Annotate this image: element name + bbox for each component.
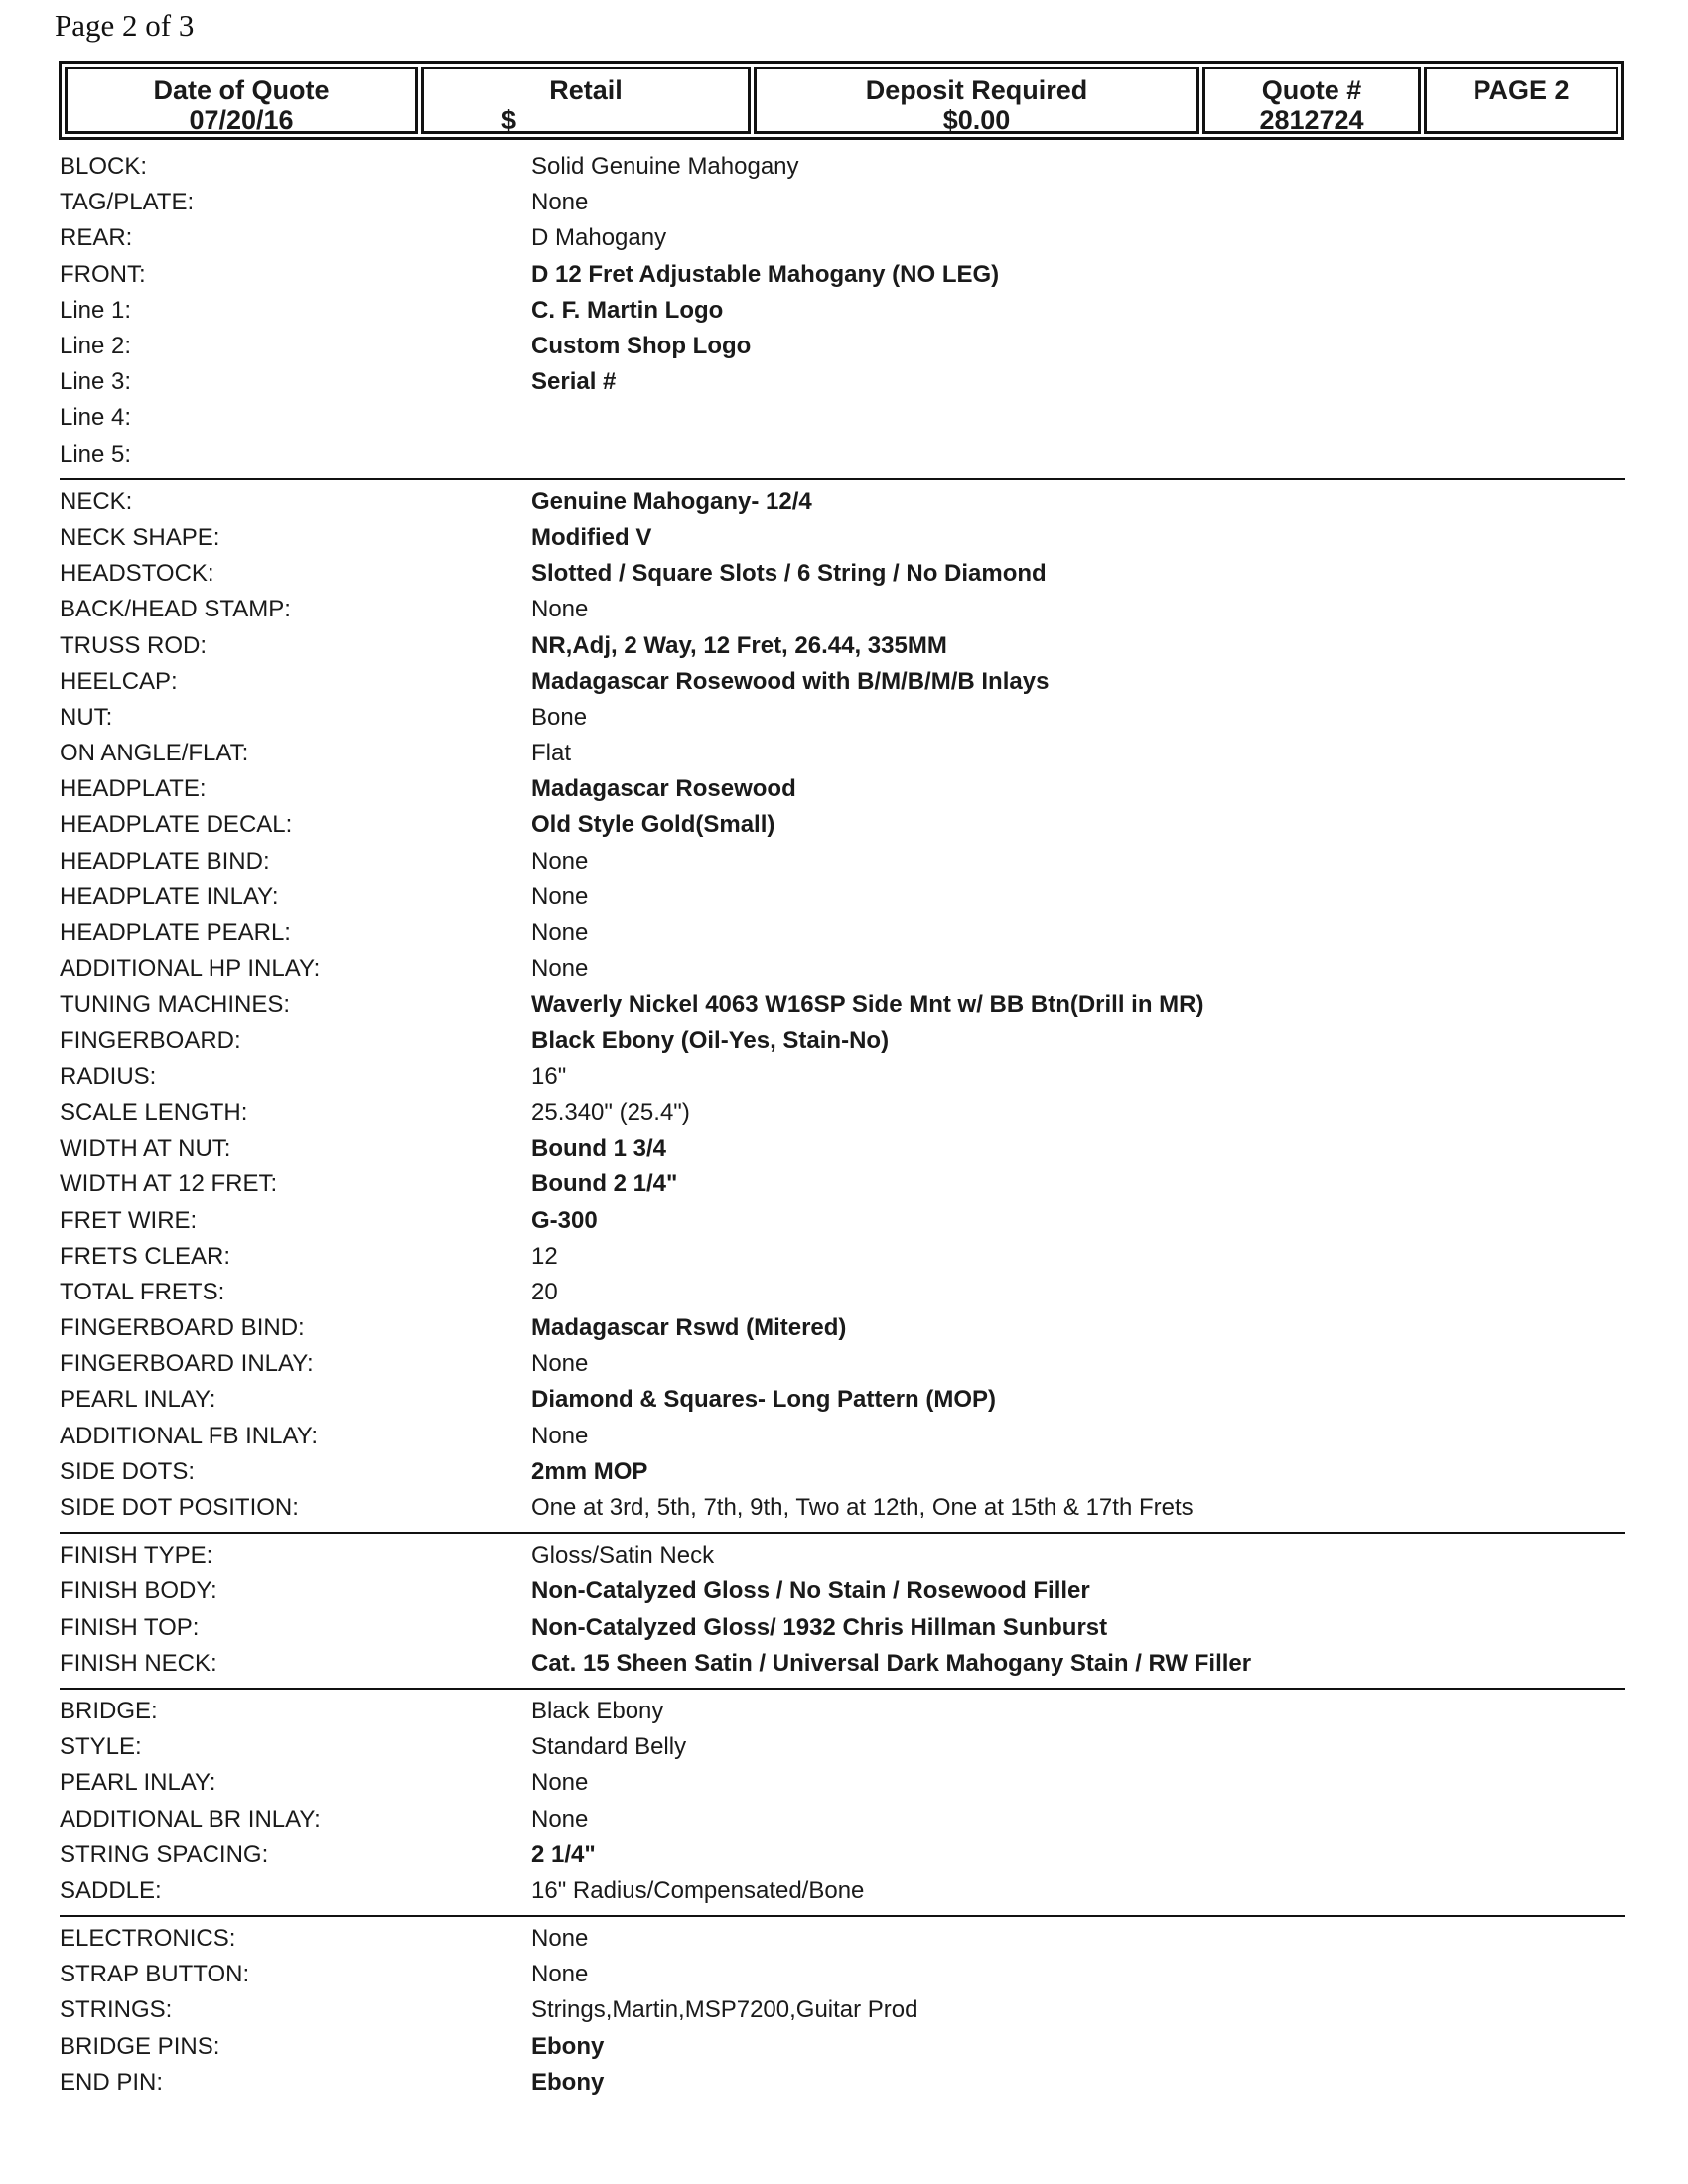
spec-row <box>60 951 1625 987</box>
spec-row <box>60 807 1625 843</box>
spec-value: D 12 Fret Adjustable Mahogany (NO LEG) <box>531 260 1000 288</box>
spec-value: Madagascar Rswd (Mitered) <box>531 1314 847 1342</box>
spec-value: C. F. Martin Logo <box>531 296 724 324</box>
spec-row <box>60 556 1625 592</box>
spec-value: None <box>531 596 589 623</box>
spec-row <box>60 1610 1625 1646</box>
spec-value: Modified V <box>531 523 652 551</box>
spec-row <box>60 1957 1625 1992</box>
spec-row <box>60 293 1625 329</box>
quote-header <box>59 61 1624 140</box>
spec-row <box>60 1310 1625 1346</box>
retail-cell <box>421 67 751 134</box>
spec-row <box>60 915 1625 951</box>
spec-row <box>60 1729 1625 1765</box>
spec-label: ADDITIONAL BR INLAY: <box>60 1805 321 1833</box>
spec-row <box>60 1573 1625 1609</box>
spec-row <box>60 1239 1625 1275</box>
spec-label: Line 1: <box>60 296 132 324</box>
spec-row <box>60 1538 1625 1573</box>
spec-row <box>60 2029 1625 2065</box>
spec-value: None <box>531 847 589 875</box>
spec-label: HEADSTOCK: <box>60 560 214 588</box>
spec-row <box>60 520 1625 556</box>
spec-value: None <box>531 1769 589 1797</box>
spec-value: 2mm MOP <box>531 1457 648 1485</box>
spec-row <box>60 1921 1625 1957</box>
spec-value: Madagascar Rosewood with B/M/B/M/B Inlays <box>531 667 1050 695</box>
spec-row <box>60 1992 1625 2028</box>
spec-list <box>60 149 1625 2101</box>
spec-value: D Mahogany <box>531 224 667 252</box>
spec-value: Bound 2 1/4" <box>531 1170 678 1198</box>
section-divider <box>60 1532 1625 1534</box>
spec-row <box>60 592 1625 627</box>
spec-label: HEADPLATE PEARL: <box>60 919 291 947</box>
spec-row <box>60 1024 1625 1059</box>
spec-label: STYLE: <box>60 1733 142 1761</box>
spec-label: BLOCK: <box>60 153 148 181</box>
spec-row <box>60 185 1625 220</box>
spec-row <box>60 149 1625 185</box>
spec-label: HEADPLATE BIND: <box>60 847 270 875</box>
spec-value: None <box>531 919 589 947</box>
spec-value: 16" Radius/Compensated/Bone <box>531 1876 865 1904</box>
spec-label: HEADPLATE: <box>60 775 207 803</box>
spec-label: SIDE DOT POSITION: <box>60 1494 299 1522</box>
spec-label: ADDITIONAL FB INLAY: <box>60 1422 319 1449</box>
spec-row <box>60 1275 1625 1310</box>
spec-label: FRET WIRE: <box>60 1206 198 1234</box>
spec-value: 20 <box>531 1278 558 1305</box>
spec-label: STRINGS: <box>60 1996 173 2024</box>
spec-label: REAR: <box>60 224 133 252</box>
spec-row <box>60 1490 1625 1526</box>
spec-label: Line 4: <box>60 404 132 432</box>
spec-label: SIDE DOTS: <box>60 1457 196 1485</box>
date-of-quote-cell <box>65 67 418 134</box>
spec-row <box>60 400 1625 436</box>
spec-label: SADDLE: <box>60 1876 162 1904</box>
spec-label: WIDTH AT 12 FRET: <box>60 1170 278 1198</box>
spec-row <box>60 844 1625 880</box>
spec-value: G-300 <box>531 1206 598 1234</box>
spec-value: Solid Genuine Mahogany <box>531 153 799 181</box>
spec-label: RADIUS: <box>60 1062 157 1090</box>
spec-row <box>60 1419 1625 1454</box>
spec-value: Strings,Martin,MSP7200,Guitar Prod <box>531 1996 918 2024</box>
spec-label: FRONT: <box>60 260 146 288</box>
spec-value: Black Ebony (Oil-Yes, Stain-No) <box>531 1026 890 1054</box>
spec-label: TOTAL FRETS: <box>60 1278 225 1305</box>
spec-value: 25.340" (25.4") <box>531 1098 690 1126</box>
spec-value: Non-Catalyzed Gloss/ 1932 Chris Hillman Sunburst <box>531 1613 1108 1641</box>
spec-value: None <box>531 1350 589 1378</box>
spec-label: FINGERBOARD INLAY: <box>60 1350 314 1378</box>
section-divider <box>60 1688 1625 1690</box>
spec-label: BRIDGE PINS: <box>60 2032 220 2060</box>
spec-value: NR,Adj, 2 Way, 12 Fret, 26.44, 335MM <box>531 631 947 659</box>
spec-label: STRING SPACING: <box>60 1841 269 1868</box>
spec-row <box>60 1646 1625 1682</box>
spec-label: HEADPLATE INLAY: <box>60 883 279 910</box>
spec-value: Bound 1 3/4 <box>531 1135 667 1162</box>
deposit-cell <box>754 67 1199 134</box>
spec-value: 2 1/4" <box>531 1841 596 1868</box>
spec-row <box>60 437 1625 473</box>
spec-value: Waverly Nickel 4063 W16SP Side Mnt w/ BB Btn(Drill in MR) <box>531 991 1204 1019</box>
date-of-quote-value: 07/20/16 <box>189 105 294 135</box>
spec-label: FRETS CLEAR: <box>60 1242 231 1270</box>
spec-row <box>60 1059 1625 1095</box>
spec-row <box>60 484 1625 520</box>
spec-label: FINISH BODY: <box>60 1577 217 1605</box>
spec-label: Line 3: <box>60 368 132 396</box>
spec-value: None <box>531 1422 589 1449</box>
spec-value: Custom Shop Logo <box>531 333 752 360</box>
spec-value: Slotted / Square Slots / 6 String / No Diamond <box>531 560 1047 588</box>
spec-label: BACK/HEAD STAMP: <box>60 596 291 623</box>
spec-row <box>60 1838 1625 1873</box>
spec-row <box>60 987 1625 1023</box>
spec-row <box>60 1131 1625 1166</box>
spec-label: TUNING MACHINES: <box>60 991 291 1019</box>
page-label: Page 2 of 3 <box>55 8 195 43</box>
spec-label: END PIN: <box>60 2068 164 2096</box>
spec-value: Madagascar Rosewood <box>531 775 796 803</box>
spec-value: Black Ebony <box>531 1697 664 1724</box>
spec-value: Flat <box>531 740 572 767</box>
spec-row <box>60 1095 1625 1131</box>
spec-label: STRAP BUTTON: <box>60 1961 250 1988</box>
spec-label: TRUSS ROD: <box>60 631 208 659</box>
spec-row <box>60 700 1625 736</box>
spec-label: ADDITIONAL HP INLAY: <box>60 955 321 983</box>
spec-value: None <box>531 1805 589 1833</box>
page-number-cell <box>1424 67 1618 134</box>
spec-value: None <box>531 883 589 910</box>
spec-row <box>60 664 1625 700</box>
spec-row <box>60 1765 1625 1801</box>
spec-value: None <box>531 1961 589 1988</box>
spec-row <box>60 627 1625 663</box>
spec-row <box>60 1801 1625 1837</box>
spec-value: Serial # <box>531 368 617 396</box>
spec-row <box>60 329 1625 364</box>
retail-label: Retail <box>549 75 623 105</box>
section-divider <box>60 1915 1625 1917</box>
spec-row <box>60 1873 1625 1909</box>
spec-value: Old Style Gold(Small) <box>531 811 775 839</box>
spec-value: None <box>531 189 589 216</box>
spec-label: NECK: <box>60 487 133 515</box>
spec-label: HEADPLATE DECAL: <box>60 811 293 839</box>
spec-value: None <box>531 1925 589 1953</box>
spec-row <box>60 736 1625 771</box>
spec-value: Cat. 15 Sheen Satin / Universal Dark Mahogany Stain / RW Filler <box>531 1649 1252 1677</box>
spec-value: Non-Catalyzed Gloss / No Stain / Rosewood Filler <box>531 1577 1090 1605</box>
spec-value: Ebony <box>531 2068 605 2096</box>
spec-value: Ebony <box>531 2032 605 2060</box>
spec-row <box>60 1346 1625 1382</box>
spec-label: FINGERBOARD BIND: <box>60 1314 305 1342</box>
spec-row <box>60 1166 1625 1202</box>
spec-row <box>60 220 1625 256</box>
spec-label: PEARL INLAY: <box>60 1769 216 1797</box>
spec-label: FINISH TYPE: <box>60 1542 213 1570</box>
spec-row <box>60 1382 1625 1418</box>
deposit-value: $0.00 <box>942 105 1011 135</box>
quote-number-cell <box>1202 67 1421 134</box>
spec-value: Gloss/Satin Neck <box>531 1542 715 1570</box>
spec-value: Diamond & Squares- Long Pattern (MOP) <box>531 1386 997 1414</box>
spec-value: Genuine Mahogany- 12/4 <box>531 487 812 515</box>
section-divider <box>60 478 1625 480</box>
page-number-text: PAGE 2 <box>1473 75 1570 105</box>
spec-label: ELECTRONICS: <box>60 1925 236 1953</box>
spec-label: WIDTH AT NUT: <box>60 1135 231 1162</box>
spec-label: SCALE LENGTH: <box>60 1098 248 1126</box>
spec-label: BRIDGE: <box>60 1697 158 1724</box>
spec-row <box>60 257 1625 293</box>
spec-label: Line 5: <box>60 440 132 468</box>
spec-value: 12 <box>531 1242 558 1270</box>
spec-row <box>60 1202 1625 1238</box>
spec-label: FINGERBOARD: <box>60 1026 241 1054</box>
quote-number-label: Quote # <box>1261 75 1362 105</box>
spec-label: HEELCAP: <box>60 667 178 695</box>
spec-label: TAG/PLATE: <box>60 189 195 216</box>
spec-row <box>60 364 1625 400</box>
quote-number-value: 2812724 <box>1259 105 1364 135</box>
spec-value: None <box>531 955 589 983</box>
spec-row <box>60 1694 1625 1729</box>
spec-label: ON ANGLE/FLAT: <box>60 740 249 767</box>
spec-label: FINISH NECK: <box>60 1649 217 1677</box>
spec-label: NUT: <box>60 703 113 731</box>
spec-value: 16" <box>531 1062 567 1090</box>
spec-label: NECK SHAPE: <box>60 523 220 551</box>
spec-row <box>60 2065 1625 2101</box>
spec-value: Standard Belly <box>531 1733 687 1761</box>
retail-value: $ <box>501 105 517 135</box>
spec-label: FINISH TOP: <box>60 1613 200 1641</box>
spec-value: One at 3rd, 5th, 7th, 9th, Two at 12th, One at 15th & 17th Frets <box>531 1494 1194 1522</box>
deposit-label: Deposit Required <box>865 75 1088 105</box>
spec-row <box>60 880 1625 915</box>
spec-row <box>60 771 1625 807</box>
spec-label: Line 2: <box>60 333 132 360</box>
spec-label: PEARL INLAY: <box>60 1386 216 1414</box>
spec-value: Bone <box>531 703 588 731</box>
spec-row <box>60 1454 1625 1490</box>
date-of-quote-label: Date of Quote <box>153 75 330 105</box>
